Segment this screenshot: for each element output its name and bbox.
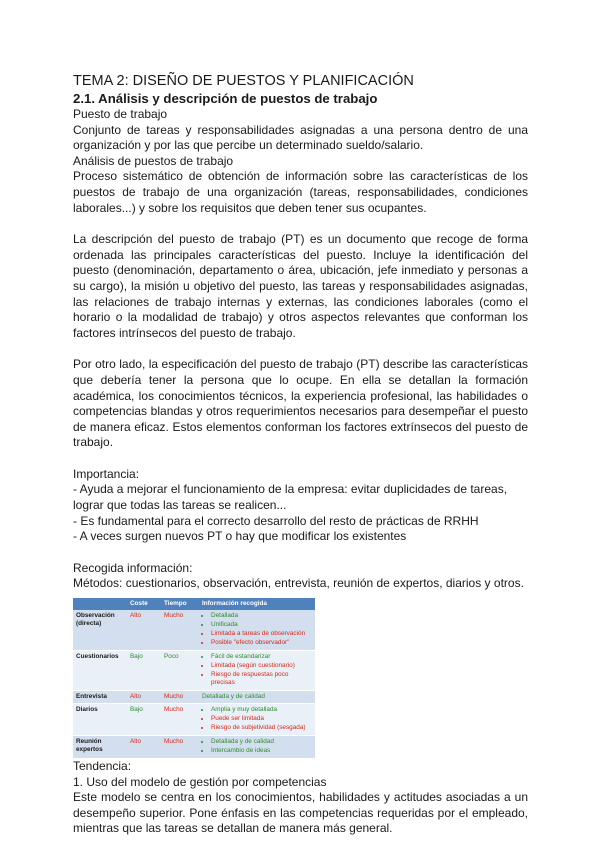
method-cost: Alto — [127, 610, 161, 651]
table-header-row — [73, 598, 315, 610]
method-info — [199, 610, 315, 651]
table-header-cell — [73, 598, 127, 610]
method-time: Mucho — [161, 704, 199, 736]
table-header-cell: Coste — [127, 598, 161, 610]
info-item: • Limitada (según cuestionario) — [211, 662, 312, 670]
recogida-label: Recogida información: — [73, 560, 193, 575]
analisis-definition: Proceso sistemático de obtención de información sobre las características de los puestos de trabajo de una organización (tareas, responsabilidades, condiciones laborales...) y sobre los requisitos que deben tener sus ocupantes. — [73, 169, 528, 215]
importancia-label: Importancia: — [73, 466, 140, 481]
table-row — [73, 736, 315, 759]
info-item: • Limitada a tareas de observación — [211, 630, 312, 638]
info-item: • Intercambio de ideas — [211, 747, 312, 755]
info-item: • Riesgo de subjetividad (sesgada) — [211, 724, 312, 732]
method-info — [199, 736, 315, 759]
tendencia-label: Tendencia: — [73, 759, 132, 774]
table-header-cell: Información recogida — [199, 598, 315, 610]
method-name: Entrevista — [73, 691, 127, 704]
method-cost: Alto — [127, 736, 161, 759]
metodos-text: Métodos: cuestionarios, observación, entrevista, reunión de expertos, diarios y otros. — [73, 576, 524, 591]
method-cost: Bajo — [127, 704, 161, 736]
analisis-label: Análisis de puestos de trabajo — [73, 153, 234, 168]
method-name: Reunión expertos — [73, 736, 127, 759]
info-item: • Riesgo de respuestas poco precisas — [211, 671, 312, 687]
section-heading: 2.1. Análisis y descripción de puestos de trabajo — [73, 91, 378, 106]
method-info: Detallada y de calidad — [199, 691, 315, 704]
info-item: • Fácil de estandarizar — [211, 653, 312, 661]
method-time: Mucho — [161, 610, 199, 651]
table-row — [73, 691, 315, 704]
tendencia-paragraph: Este modelo se centra en los conocimientos, habilidades y actitudes asociadas a un desempeño superior. Pone énfasis en las competencias requeridas por el empleado, mientras que las tareas se detallan de manera más general. — [73, 790, 528, 836]
method-cost: Bajo — [127, 651, 161, 691]
method-info — [199, 704, 315, 736]
table-row — [73, 610, 315, 651]
puesto-label: Puesto de trabajo — [73, 107, 168, 121]
info-item: • Detallada y de calidad — [211, 738, 312, 746]
table-header-cell: Tiempo — [161, 598, 199, 610]
method-time: Mucho — [161, 736, 199, 759]
info-item: • Puede ser limitada — [211, 715, 312, 723]
especificacion-paragraph: Por otro lado, la especificación del puesto de trabajo (PT) describe las características que debería tener la persona que lo ocupe. En ella se detallan la formación académica, los conocimientos técnicos, la experiencia profesional, las habilidades o competencias blandas y otros requerimientos necesarios para desempeñar el puesto de manera eficaz. Estos elementos conforman los factores extrínsecos del puesto de trabajo. — [73, 357, 528, 450]
importancia-item: - A veces surgen nuevos PT o hay que modificar los existentes — [73, 529, 407, 544]
tendencia-item: 1. Uso del modelo de gestión por competencias — [73, 774, 327, 789]
importancia-item: - Es fundamental para el correcto desarrollo del resto de prácticas de RRHH — [73, 513, 479, 528]
page-title: TEMA 2: DISEÑO DE PUESTOS Y PLANIFICACIÓN — [73, 73, 414, 89]
method-time: Mucho — [161, 691, 199, 704]
info-item: • Amplia y muy detallada — [211, 706, 312, 714]
method-time: Poco — [161, 651, 199, 691]
method-info — [199, 651, 315, 691]
methods-table — [73, 598, 315, 759]
importancia-item: - Ayuda a mejorar el funcionamiento de la empresa: evitar duplicidades de tareas, lograr que todas las tareas se realicen... — [73, 482, 508, 513]
descripcion-paragraph: La descripción del puesto de trabajo (PT) es un documento que recoge de forma ordenada las principales características del puesto. Incluye la identificación del puesto (denominación, departamento o área, ubicación, jefe inmediato y personas a su cargo), la misión u objetivo del puesto, las tareas y responsabilidades asignadas, las relaciones de trabajo internas y externas, las condiciones laborales (como el horario o la modalidad de trabajo) y otros aspectos relevantes que conforman los factores intrínsecos del puesto de trabajo. — [73, 232, 528, 340]
method-cost: Alto — [127, 691, 161, 704]
info-item: • Posible "efecto observador" — [211, 639, 312, 647]
puesto-definition: Conjunto de tareas y responsabilidades asignadas a una persona dentro de una organización y por las que percibe un determinado sueldo/salario. — [73, 122, 528, 153]
method-name: Observación (directa) — [73, 610, 127, 651]
method-name: Diarios — [73, 704, 127, 736]
table-row — [73, 704, 315, 736]
info-item: • Detallada — [211, 612, 312, 620]
document-page — [73, 72, 528, 837]
table-row — [73, 651, 315, 691]
info-item: • Unificada — [211, 621, 312, 629]
method-name: Cuestionarios — [73, 651, 127, 691]
